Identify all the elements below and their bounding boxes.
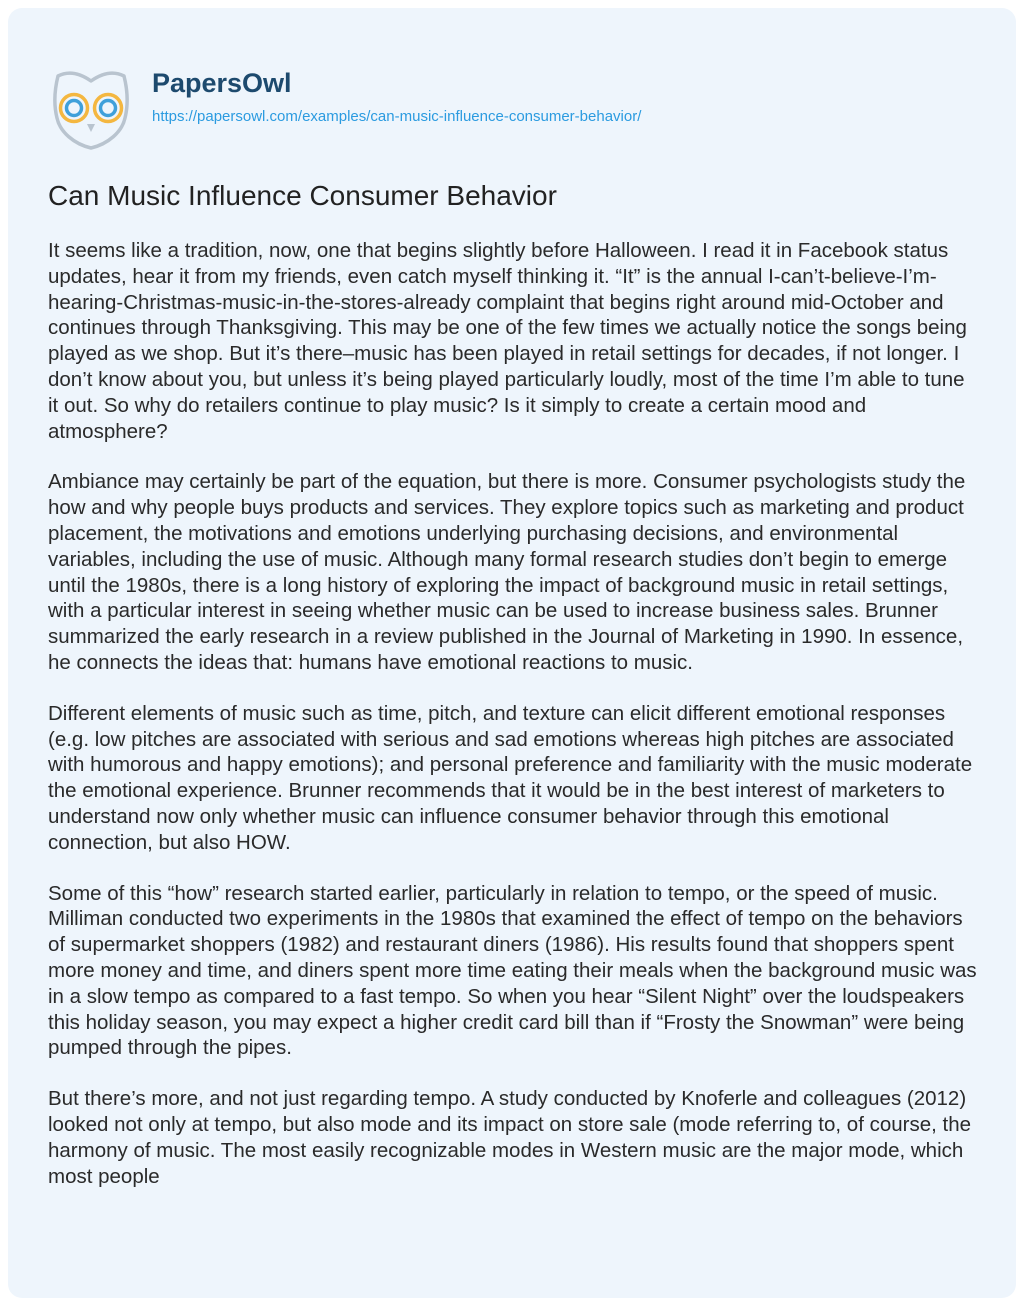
paragraph-4: Some of this “how” research started earlier, particularly in relation to tempo, or the speed of music. Milliman conducted two experiments in the 1980s that examined the effect of tempo on the behaviors of supermarket shoppers (1982) and restaurant diners (1986). His results found that shoppers spent more money and time, and diners spent more time eating their meals when the background music was in a slow tempo as compared to a fast tempo. So when you hear “Silent Night” over the loudspeakers this holiday season, you may expect a higher credit card bill than if “Frosty the Snowman” were being pumped through the pipes.: [48, 881, 977, 1060]
page-title: Can Music Influence Consumer Behavior: [48, 180, 557, 211]
document-page: [8, 8, 1016, 1298]
paragraph-3: Different elements of music such as time, pitch, and texture can elicit different emotional responses (e.g. low pitches are associated with serious and sad emotions whereas high pitches are associated with humorous and happy emotions); and personal preference and familiarity with the music moderate the emotional experience. Brunner recommends that it would be in the best interest of marketers to understand now only whether music can influence consumer behavior through this emotional connection, but also HOW.: [48, 701, 973, 854]
source-url-link[interactable]: https://papersowl.com/examples/can-music-influence-consumer-behavior/: [152, 108, 642, 125]
essay-body: [48, 238, 978, 1214]
brand-name: PapersOwl: [152, 68, 292, 98]
brand: [152, 66, 641, 127]
paragraph-1: It seems like a tradition, now, one that begins slightly before Halloween. I read it in Facebook status updates, hear it from my friends, even catch myself thinking it. “It” is the annual I-can’t-believe-I’m-hearing-Christmas-music-in-the-stores-already complaint that begins right around mid-October and continues through Thanksgiving. This may be one of the few times we actually notice the songs being played as we shop. But it’s there–music has been played in retail settings for decades, if not longer. I don’t know about you, but unless it’s being played particularly loudly, most of the time I’m able to tune it out. So why do retailers continue to play music? Is it simply to create a certain mood and atmosphere?: [48, 239, 967, 443]
owl-logo-icon: [48, 66, 134, 150]
paragraph-5: But there’s more, and not just regarding tempo. A study conducted by Knoferle and colleagues (2012) looked not only at tempo, but also mode and its impact on store sale (mode referring to, of course, the harmony of music. The most easily recognizable modes in Western music are the major mode, which most people: [48, 1087, 972, 1188]
paragraph-2: Ambiance may certainly be part of the equation, but there is more. Consumer psychologists study the how and why people buys products and services. They explore topics such as marketing and product placement, the motivations and emotions underlying purchasing decisions, and environmental variables, including the use of music. Although many formal research studies don’t begin to emerge until the 1980s, there is a long history of exploring the impact of background music in retail settings, with a particular interest in seeing whether music can be used to increase business sales. Brunner summarized the early research in a review published in the Journal of Marketing in 1990. In essence, he connects the ideas that: humans have emotional reactions to music.: [48, 470, 966, 674]
